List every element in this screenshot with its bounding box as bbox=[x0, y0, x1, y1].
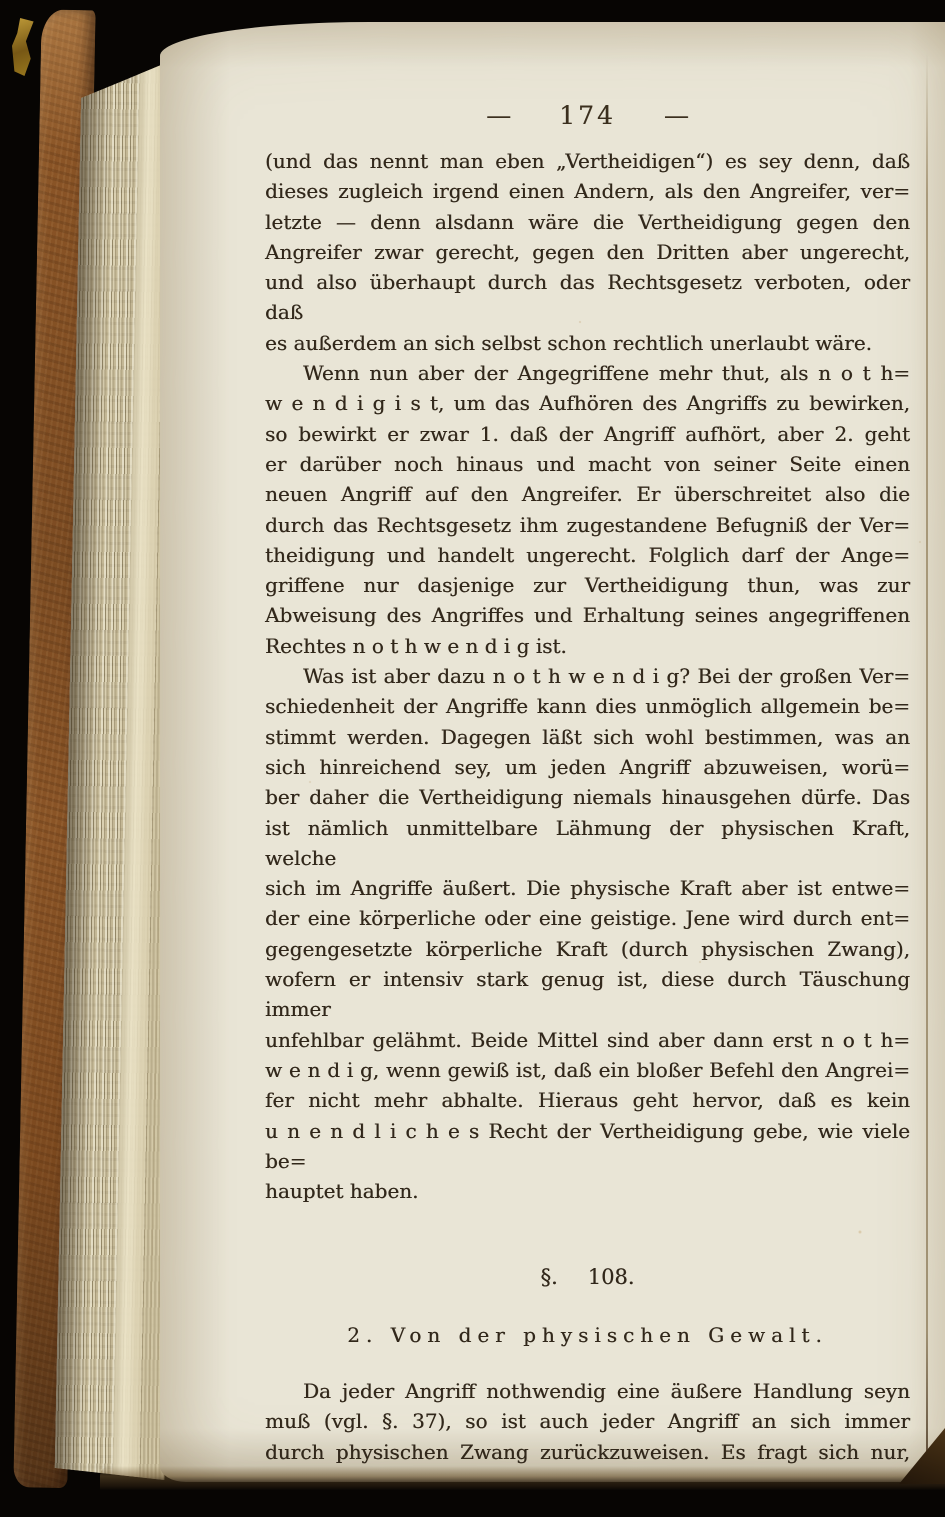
text-line: muß (vgl. §. 37), so ist auch jeder Angriff an sich immer bbox=[265, 1409, 910, 1434]
text-line: dieses zugleich irgend einen Andern, als den Angreifer, ver= bbox=[265, 179, 910, 204]
paragraph bbox=[265, 661, 910, 1206]
text-line: ist nämlich unmittelbare Lähmung der physischen Kraft, welche bbox=[265, 815, 910, 870]
text-line: w e n d i g, wenn gewiß ist, daß ein bloßer Befehl den Angrei= bbox=[265, 1057, 910, 1082]
section-mark: §. bbox=[540, 1265, 558, 1290]
text-line: und also überhaupt durch das Rechtsgesetz verboten, oder daß bbox=[265, 270, 910, 325]
section-number: 108. bbox=[587, 1265, 635, 1290]
text-line: der eine körperliche oder eine geistige. Jene wird durch ent= bbox=[265, 906, 910, 931]
text-line: Da jeder Angriff nothwendig eine äußere Handlung seyn bbox=[303, 1378, 910, 1403]
text-line: sich im Angriffe äußert. Die physische Kraft aber ist entwe= bbox=[265, 876, 910, 901]
header-dash-left: — bbox=[486, 101, 512, 130]
text-line: Angreifer zwar gerecht, gegen den Dritten aber ungerecht, bbox=[265, 239, 910, 264]
text-line: unfehlbar gelähmt. Beide Mittel sind aber dann erst n o t h= bbox=[265, 1027, 910, 1052]
text-line: so bewirkt er zwar 1. daß der Angriff aufhört, aber 2. geht bbox=[265, 421, 910, 446]
text-line: stimmt werden. Dagegen läßt sich wohl bestimmen, was an bbox=[265, 724, 910, 749]
page-text bbox=[265, 146, 910, 1467]
text-line: er darüber noch hinaus und macht von seiner Seite einen bbox=[265, 451, 910, 476]
text-line: wofern er intensiv stark genug ist, diese durch Täuschung immer bbox=[265, 967, 910, 1022]
text-line: schiedenheit der Angriffe kann dies unmöglich allgemein be= bbox=[265, 694, 910, 719]
text-line: (und das nennt man eben „Vertheidigen“) es sey denn, daß bbox=[265, 149, 910, 173]
section-heading bbox=[265, 1262, 910, 1292]
page-header bbox=[265, 100, 910, 132]
text-line: ber daher die Vertheidigung niemals hinausgehen dürfe. Das bbox=[265, 785, 910, 810]
text-line: durch das Rechtsgesetz ihm zugestandene Befugniß der Ver= bbox=[265, 512, 910, 537]
book-page bbox=[160, 22, 945, 1482]
paragraph bbox=[265, 358, 910, 661]
text-line: theidigung und handelt ungerecht. Folglich darf der Ange= bbox=[265, 542, 910, 567]
text-line: w e n d i g i s t, um das Aufhören des Angriffs zu bewirken, bbox=[265, 391, 910, 416]
text-line: durch physischen Zwang zurückzuweisen. Es fragt sich nur, bbox=[265, 1439, 910, 1464]
text-line: u n e n d l i c h e s Recht der Vertheidigung gebe, wie viele be= bbox=[265, 1118, 910, 1173]
paragraph bbox=[265, 1376, 910, 1467]
text-line: gegengesetzte körperliche Kraft (durch physischen Zwang), bbox=[265, 936, 910, 961]
text-line: fer nicht mehr abhalte. Hieraus geht hervor, daß es kein bbox=[265, 1088, 910, 1113]
header-dash-right: — bbox=[663, 101, 689, 130]
text-line: es außerdem an sich selbst schon rechtlich unerlaubt wäre. bbox=[265, 330, 872, 355]
text-line: letzte — denn alsdann wäre die Vertheidigung gegen den bbox=[265, 209, 910, 234]
text-line: hauptet haben. bbox=[265, 1179, 419, 1204]
subsection-heading: 2. Von der physischen Gewalt. bbox=[347, 1322, 828, 1347]
page-content bbox=[265, 22, 910, 1467]
text-line: Was ist aber dazu n o t h w e n d i g? Bei der großen Ver= bbox=[303, 664, 910, 689]
text-line: sich hinreichend sey, um jeden Angriff abzuweisen, worü= bbox=[265, 754, 910, 779]
text-line: neuen Angriff auf den Angreifer. Er überschreitet also die bbox=[265, 482, 910, 507]
text-line: Rechtes n o t h w e n d i g ist. bbox=[265, 633, 567, 658]
page-number: 174 bbox=[559, 101, 616, 130]
text-line: Abweisung des Angriffes und Erhaltung seines angegriffenen bbox=[265, 603, 910, 628]
text-line: griffene nur dasjenige zur Vertheidigung thun, was zur bbox=[265, 573, 910, 598]
book-bottom-edge bbox=[100, 1466, 945, 1490]
paragraph bbox=[265, 146, 910, 358]
text-line: Wenn nun aber der Angegriffene mehr thut, als n o t h= bbox=[303, 361, 910, 386]
page-right-edge bbox=[926, 52, 928, 1472]
